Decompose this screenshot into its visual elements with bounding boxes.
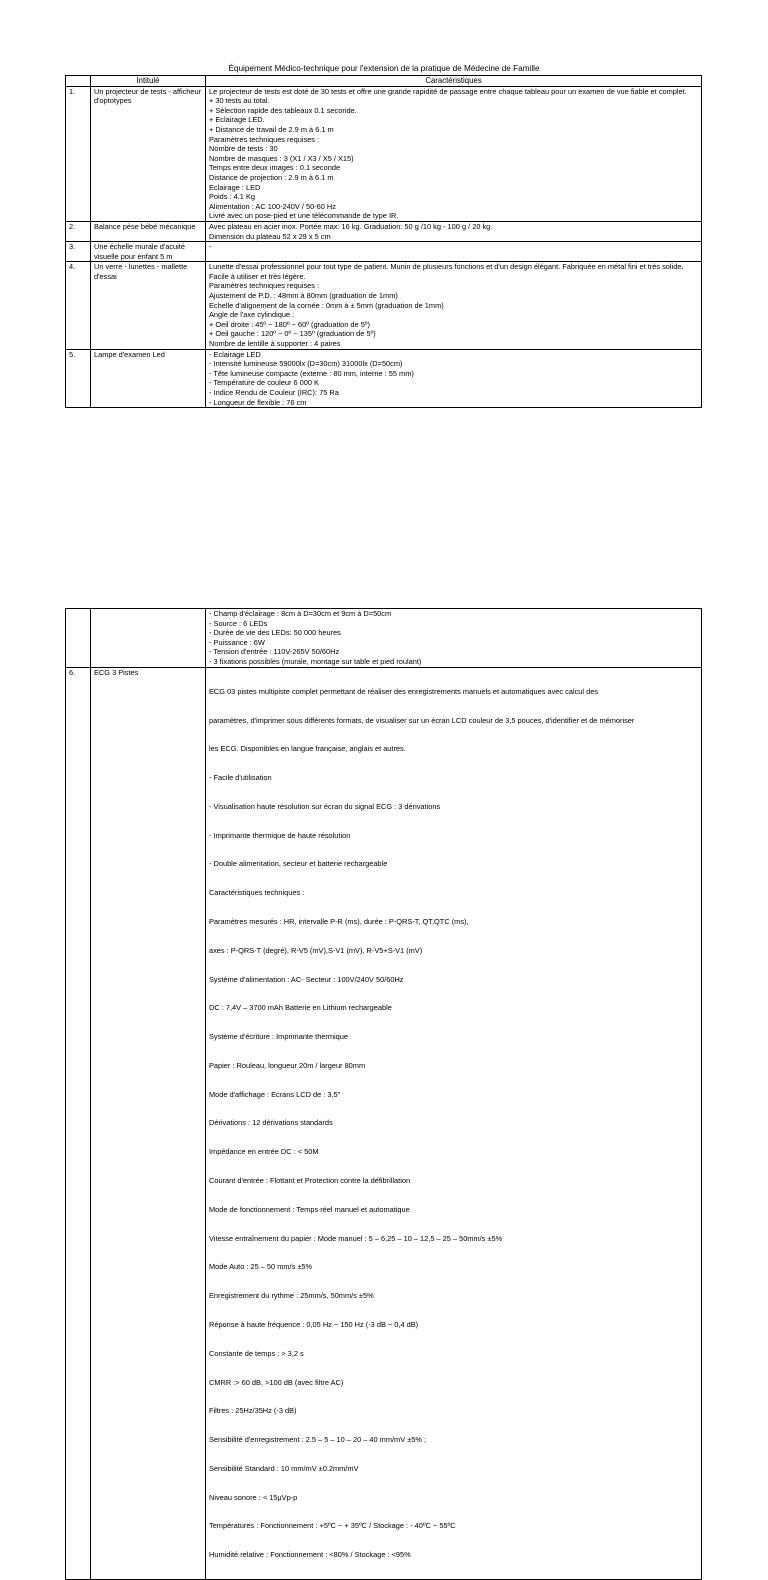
characteristic-line: Constante de temps : > 3,2 s bbox=[209, 1348, 304, 1358]
table-row bbox=[66, 221, 702, 241]
characteristic-line: Distance de projection : 2.9 m à 6.1 m bbox=[209, 172, 334, 182]
table-row bbox=[66, 667, 702, 1579]
characteristic-line: - Facile d'utilisation bbox=[209, 773, 272, 783]
characteristic-line: Système d'alimentation : AC- Secteur : 100V/240V 50/60Hz bbox=[209, 974, 404, 984]
characteristic-line: Paramètres techniques requises : bbox=[209, 281, 320, 291]
characteristic-line: Papier : Rouleau, longueur 20m / largeur 80mm bbox=[209, 1060, 366, 1070]
characteristic-line: - Durée de vie des LEDs: 50 000 heures bbox=[209, 628, 341, 638]
characteristic-line: Mode Auto : 25 – 50 mm/s ±5% bbox=[209, 1262, 313, 1272]
row-number: 6. bbox=[66, 667, 91, 1579]
characteristic-line: Livré avec un pose-pied et une télécommande de type IR. bbox=[209, 211, 399, 221]
characteristic-line: Temps entre deux images : 0.1 seconde bbox=[209, 163, 341, 173]
row-intitule: Balance pèse bébé mécanique bbox=[91, 221, 206, 241]
characteristic-line: Paramètres techniques requises : bbox=[209, 134, 320, 144]
characteristic-line: - Eclairage LED bbox=[209, 349, 261, 359]
header-number bbox=[66, 76, 91, 87]
characteristic-line: les ECG. Disponibles en langue française, anglais et autres. bbox=[209, 744, 406, 754]
header-intitule: Intitulé bbox=[91, 76, 206, 87]
row-intitule: Lampe d'examen Led bbox=[91, 349, 206, 408]
characteristic-line: - Température de couleur 6 000 K bbox=[209, 378, 319, 388]
characteristic-line: + Eclairage LED. bbox=[209, 115, 265, 125]
characteristic-line: Ajustement de P.D. : 48mm à 80mm (graduation de 1mm) bbox=[209, 291, 398, 301]
row-characteristics bbox=[206, 86, 702, 221]
row-number: 2. bbox=[66, 221, 91, 241]
characteristic-line: Sensibilité Standard : 10 mm/mV ±0.2mm/mV bbox=[209, 1463, 359, 1473]
row-characteristics bbox=[206, 667, 702, 1579]
characteristic-line: Caractéristiques techniques : bbox=[209, 888, 305, 898]
row-characteristics bbox=[206, 242, 702, 262]
row-characteristics bbox=[206, 349, 702, 408]
characteristic-line: Nombre de lentille à supporter : 4 paires bbox=[209, 339, 341, 349]
characteristic-line: - Intensité lumineuse 59000lx (D=30cm) 31000lx (D=50cm) bbox=[209, 359, 403, 369]
characteristic-line: Mode de fonctionnement : Temps réel manuel et automatique bbox=[209, 1204, 410, 1214]
characteristic-line: - Tension d'entrée : 110V-265V 50/60Hz bbox=[209, 647, 340, 657]
characteristic-line: Humidité relative : Fonctionnement : <80% / Stockage : <95% bbox=[209, 1550, 411, 1560]
characteristic-line: Poids : 4.1 Kg bbox=[209, 192, 256, 202]
row-characteristics bbox=[206, 609, 702, 668]
row-intitule: Une échelle murale d'acuité visuelle pour enfant 5 m bbox=[91, 242, 206, 262]
characteristic-line: Alimentation : AC 100-240V / 50-60 Hz bbox=[209, 201, 336, 211]
characteristic-line: - Source : 6 LEDs bbox=[209, 618, 268, 628]
table-row bbox=[66, 262, 702, 349]
characteristic-line: Impédance en entrée DC : < 50M bbox=[209, 1147, 319, 1157]
page-title: Équipement Médico-technique pour l'extension de la pratique de Médecine de Famille bbox=[228, 64, 540, 73]
characteristic-line: - Imprimante thermique de haute résolution bbox=[209, 830, 351, 840]
row-number: 4. bbox=[66, 262, 91, 349]
characteristic-line: Enregistrement du rythme : 25mm/s, 50mm/s ±5% bbox=[209, 1291, 374, 1301]
table-row bbox=[66, 349, 702, 408]
characteristic-line: Nombre de masques : 3 (X1 / X3 / X5 / X15) bbox=[209, 153, 354, 163]
row-number: 1. bbox=[66, 86, 91, 221]
characteristic-line: Paramètres mesurés : HR, intervalle P-R (ms), durée : P-QRS-T, QT,QTC (ms), bbox=[209, 917, 469, 926]
characteristic-line: Vitesse entraînement du papier : Mode manuel : 5 – 6,25 – 10 – 12,5 – 25 – 50mm/s ±5% bbox=[209, 1233, 503, 1243]
header-caracteristiques: Caractéristiques bbox=[206, 76, 702, 87]
characteristic-line: Réponse à haute fréquence : 0,05 Hz ~ 150 Hz (-3 dB ~ 0,4 dB) bbox=[209, 1319, 419, 1329]
characteristic-line: Système d'écriture : Imprimante thermique bbox=[209, 1032, 349, 1042]
characteristic-line: Sensibilité d'enregistrement : 2.5 – 5 – 10 – 20 – 40 mm/mV ±5% ; bbox=[209, 1435, 427, 1445]
characteristic-line: axes : P-QRS-T (degré), R-V5 (mV),S-V1 (mV), R-V5+S-V1 (mV) bbox=[209, 945, 423, 955]
characteristic-line: paramètres, d'imprimer sous différents formats, de visualiser sur un écran LCD couleur de 3,5 pouces, d'identifier et de mémoriser bbox=[209, 715, 635, 725]
table-header-row bbox=[66, 76, 702, 87]
row-intitule: Un projecteur de tests - afficheur d'optotypes bbox=[91, 86, 206, 221]
characteristic-line: Avec plateau en acier inox. Portée max: 16 kg. Graduation: 50 g /10 kg - 100 g / 20 kg. bbox=[209, 221, 493, 231]
characteristic-line: Angle de l'axe cylindique : bbox=[209, 310, 295, 320]
characteristic-line: - Tête lumineuse compacte (externe : 80 mm, interne : 55 mm) bbox=[209, 368, 414, 378]
characteristic-line: - Double alimentation, secteur et batterie rechargeable bbox=[209, 859, 388, 869]
characteristic-line: Nombre de tests : 30 bbox=[209, 144, 278, 154]
characteristic-line: + Oeil droite : 45º ~ 180º ~ 60º (graduation de 5º) bbox=[209, 319, 370, 329]
characteristic-line: + Sélection rapide des tableaux 0.1 seconde. bbox=[209, 105, 357, 115]
characteristic-line: + Oeil gauche : 120º ~ 0º ~ 135º (graduation de 5º) bbox=[209, 329, 376, 339]
characteristic-line: - Longueur de flexible : 76 cm bbox=[209, 397, 307, 407]
characteristic-line: Mode d'affichage : Ecrans LCD de : 3,5" bbox=[209, 1089, 341, 1099]
row-intitule: ECG 3 Pistes bbox=[91, 667, 206, 1579]
row-intitule bbox=[91, 609, 206, 668]
characteristic-line: - Visualisation haute résolution sur écran du signal ECG : 3 dérivations bbox=[209, 801, 441, 811]
characteristic-line: Lunette d'essai professionnel pour tout type de patient. Munin de plusieurs fonctions et d'un design élégant. Fabriquée en métal fini et très solide. Facile à utiliser et très légère. bbox=[209, 262, 684, 281]
table-row bbox=[66, 86, 702, 221]
row-intitule: Un verre - lunettes - mallette d'essai bbox=[91, 262, 206, 349]
characteristic-line: Courant d'entrée : Flottant et Protection contre la défibrillation bbox=[209, 1176, 411, 1186]
row-characteristics bbox=[206, 221, 702, 241]
equipment-table-continued bbox=[65, 608, 702, 1580]
characteristic-line: - bbox=[209, 242, 212, 252]
characteristic-line: Températures : Fonctionnement : +5ºC ~ + 35ºC / Stockage : - 40ºC ~ 55ºC bbox=[209, 1521, 456, 1531]
characteristic-line: - Champ d'éclairage : 8cm à D=30cm et 9cm à D=50cm bbox=[209, 609, 392, 618]
characteristic-line: + Distance de travail de 2.9 m à 6.1 m bbox=[209, 124, 334, 134]
characteristic-line: Le projecteur de tests est doté de 30 tests et offre une grande rapidité de passage entre chaque tableau pour un examen de vue fiable et complet. bbox=[209, 86, 687, 96]
row-number: 3. bbox=[66, 242, 91, 262]
characteristic-line: + 30 tests au total. bbox=[209, 96, 270, 106]
characteristic-line: DC : 7,4V – 3700 mAh Batterie en Lithium rechargeable bbox=[209, 1003, 392, 1013]
characteristic-line: ECG 03 pistes multipiste complet permettant de réaliser des enregistrements manuels et automatiques avec calcul des bbox=[209, 686, 599, 696]
equipment-table bbox=[65, 75, 702, 408]
characteristic-line: - Indice Rendu de Couleur (IRC): 75 Ra bbox=[209, 388, 339, 397]
characteristic-line: - Puissance : 6W bbox=[209, 637, 265, 647]
characteristic-line: - 3 fixations possibles (murale, montage sur table et pied roulant) bbox=[209, 656, 422, 666]
characteristic-line: Niveau sonore : < 15μVp-p bbox=[209, 1492, 298, 1502]
characteristic-line: Filtres : 25Hz/35Hz (-3 dB) bbox=[209, 1406, 297, 1416]
characteristic-line: Eclairage : LED bbox=[209, 182, 261, 192]
characteristic-line: Dimension du plateau 52 x 29 x 5 cm bbox=[209, 231, 331, 241]
characteristic-line: Dérivations : 12 dérivations standards bbox=[209, 1118, 333, 1128]
table-row bbox=[66, 242, 702, 262]
table-row bbox=[66, 609, 702, 668]
row-number bbox=[66, 609, 91, 668]
row-characteristics bbox=[206, 262, 702, 349]
characteristic-line: CMRR :> 60 dB, >100 dB (avec filtre AC) bbox=[209, 1377, 344, 1387]
characteristic-line: Echelle d'alignement de la cornée : 0mm à ± 5mm (graduation de 1mm) bbox=[209, 300, 444, 310]
row-number: 5. bbox=[66, 349, 91, 408]
